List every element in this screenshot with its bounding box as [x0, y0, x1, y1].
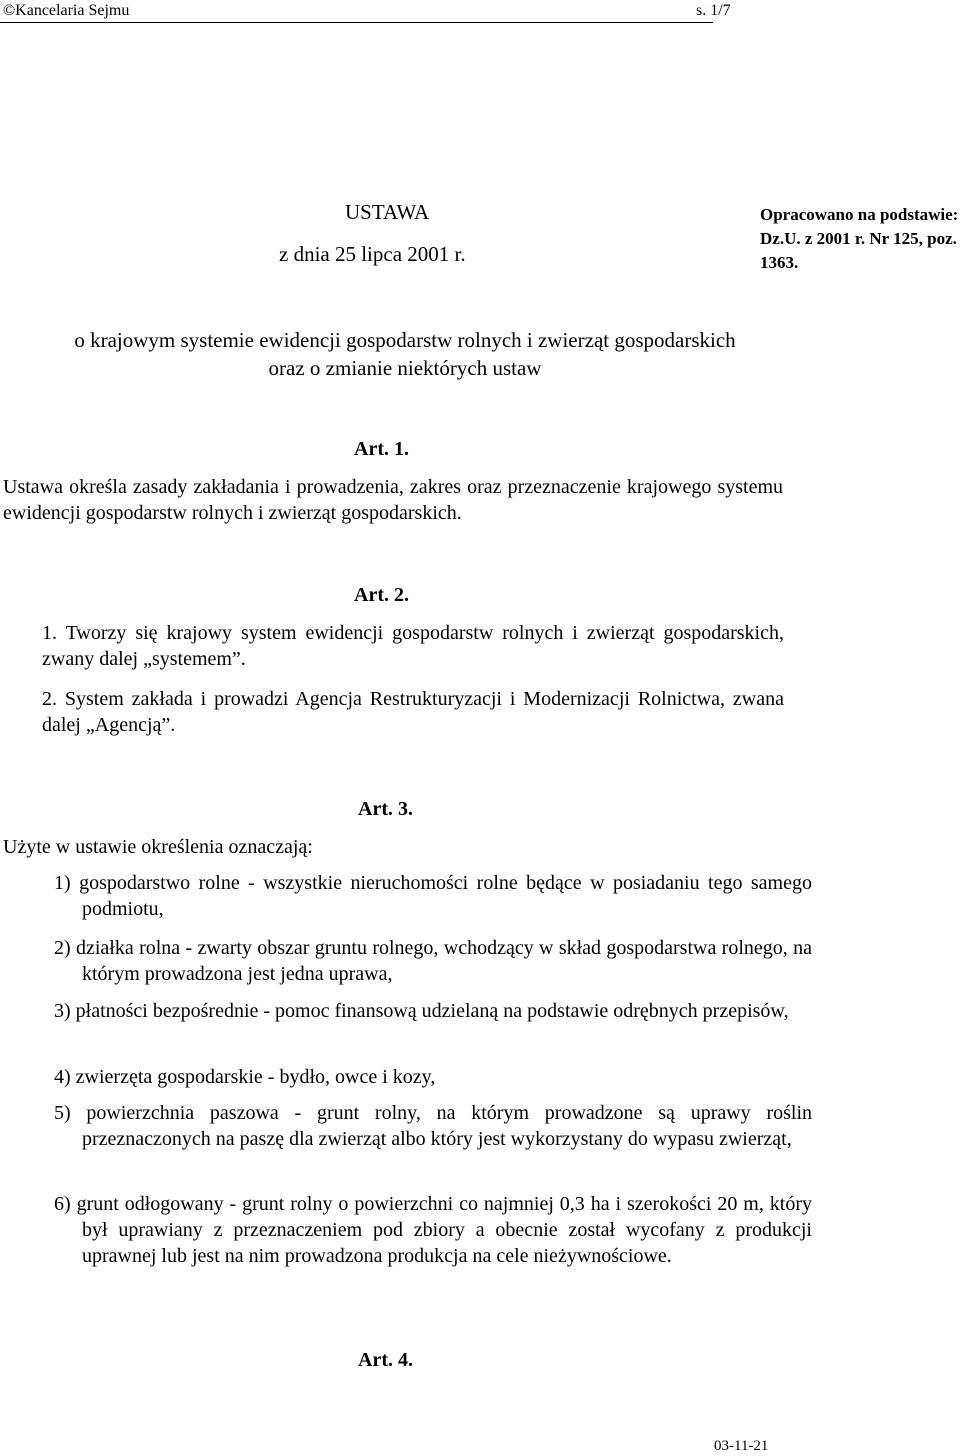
art3-heading: Art. 3. — [358, 798, 413, 820]
definition-item: 1) gospodarstwo rolne - wszystkie nieruchomości rolne będące w posiadaniu tego samego podmiotu, — [54, 872, 812, 920]
art1-heading: Art. 1. — [354, 438, 409, 460]
art1-text: Ustawa określa zasady zakładania i prowadzenia, zakres oraz przeznaczenie krajowego systemu ewidencji gospodarstw rolnych i zwierząt gospodarskich. — [3, 476, 783, 524]
art2-paragraph-1: 1. Tworzy się krajowy system ewidencji gospodarstw rolnych i zwierząt gospodarskich, zwany dalej „systemem”. — [42, 622, 784, 670]
definition-item: 6) grunt odłogowany - grunt rolny o powierzchni co najmniej 0,3 ha i szerokości 20 m, który był uprawiany z przeznaczeniem pod zbiory a obecnie został wycofany z produkcji uprawnej lub jest na nim prowadzona produkcja na cele nieżywnościowe. — [54, 1193, 812, 1267]
header-source: ©Kancelaria Sejmu — [3, 2, 130, 19]
art4-heading: Art. 4. — [358, 1349, 413, 1371]
source-note: Opracowano na podstawie: Dz.U. z 2001 r. Nr 125, poz. 1363. — [760, 205, 959, 272]
definition-item: 2) działka rolna - zwarty obszar gruntu rolnego, wchodzący w skład gospodarstwa rolnego, na którym prowadzona jest jedna uprawa, — [54, 937, 812, 985]
definition-item: 3) płatności bezpośrednie - pomoc finansową udzielaną na podstawie odrębnych przepisów, — [54, 1000, 789, 1022]
page-number: s. 1/7 — [696, 2, 731, 19]
header-rule — [0, 22, 713, 23]
footer-date: 03-11-21 — [714, 1438, 769, 1454]
act-date: z dnia 25 lipca 2001 r. — [279, 242, 466, 266]
art2-paragraph-2: 2. System zakłada i prowadzi Agencja Restrukturyzacji i Modernizacji Rolnictwa, zwana dalej „Agencją”. — [42, 688, 784, 736]
act-subtitle: o krajowym systemie ewidencji gospodarstw rolnych i zwierząt gospodarskich oraz o zmianie niektórych ustaw — [74, 328, 736, 380]
art3-intro: Użyte w ustawie określenia oznaczają: — [3, 836, 313, 858]
definition-item: 4) zwierzęta gospodarskie - bydło, owce i kozy, — [54, 1066, 436, 1088]
art2-heading: Art. 2. — [354, 584, 409, 606]
act-type: USTAWA — [345, 200, 430, 224]
definition-item: 5) powierzchnia paszowa - grunt rolny, na którym prowadzone są uprawy roślin przeznaczonych na paszę dla zwierząt albo który jest wykorzystany do wypasu zwierząt, — [54, 1102, 812, 1150]
